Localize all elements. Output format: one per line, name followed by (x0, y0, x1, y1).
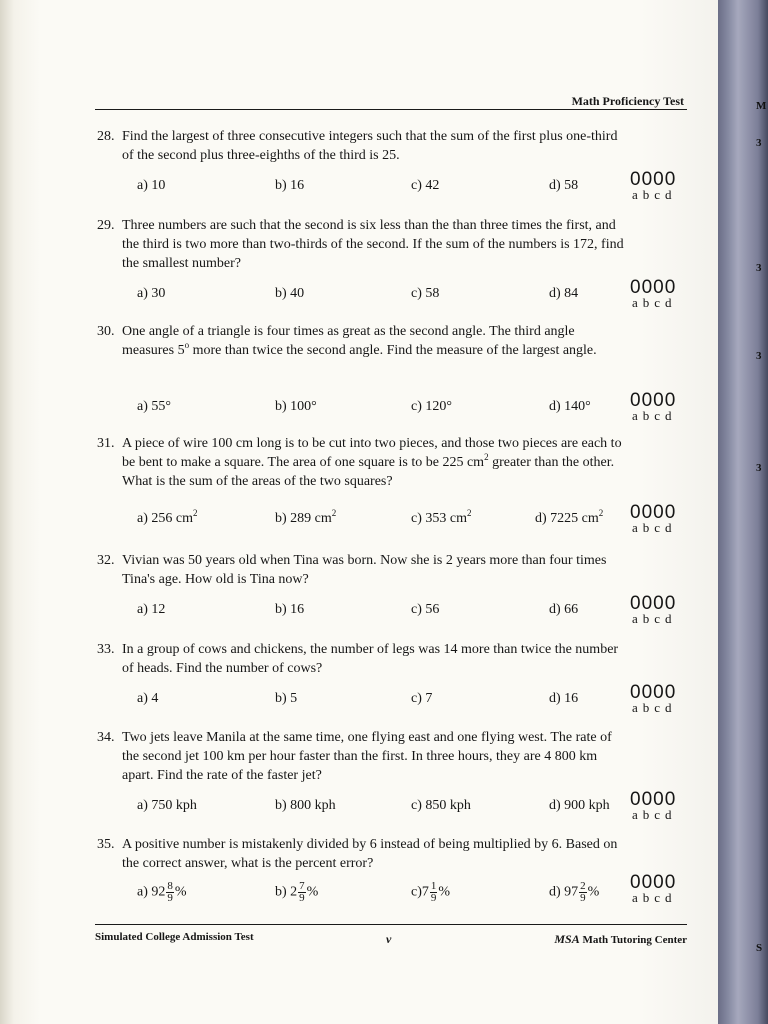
answer-choices (97, 390, 687, 429)
question-body: A positive number is mistakenly divided by 6 instead of being multiplied by 6. Based on the correct answer, what is the percent error? (122, 837, 618, 871)
choice-b: b) 16 (275, 178, 305, 193)
choice-d: d) 97 $\frac{2}{9}$ % (549, 880, 600, 904)
question-number: 32. (97, 553, 115, 568)
question-text (97, 640, 627, 678)
bubble-circles[interactable]: 0000 (630, 872, 677, 893)
bubble-letters: abcd (632, 187, 677, 202)
question-29 (97, 216, 687, 310)
question-text (97, 728, 627, 785)
question-body: A piece of wire 100 cm long is to be cut into two pieces, and those two pieces are each to be bent to make a square. The area of one square is to be 225 cm (122, 436, 622, 470)
answer-choices (97, 593, 687, 632)
choice-c: c) 353 $cm^2$ (411, 508, 472, 526)
bubble-letters: abcd (632, 408, 677, 423)
choice-a: a) 12 (137, 602, 166, 617)
question-28 (97, 127, 687, 202)
answer-bubbles[interactable] (630, 594, 688, 624)
choice-c: c) 58 (411, 286, 440, 301)
degree-mark: o (184, 340, 190, 350)
bubble-letters: abcd (632, 807, 677, 822)
choice-d: d) 7225 $cm^2$ (535, 508, 604, 526)
answer-bubbles[interactable] (630, 873, 688, 903)
footer-page-number: v (386, 932, 392, 946)
bubble-circles[interactable]: 0000 (630, 682, 677, 703)
question-text (97, 322, 627, 360)
choice-c: c) 120° (411, 399, 452, 414)
choice-c: c) 42 (411, 178, 440, 193)
msa-logo: MSA (554, 932, 580, 946)
question-number: 29. (97, 218, 115, 233)
choice-d: d) 140° (549, 399, 591, 414)
bubble-circles[interactable]: 0000 (630, 593, 677, 614)
question-35 (97, 835, 687, 905)
choice-c: c) 7 (411, 691, 433, 706)
choice-d: d) 16 (549, 691, 579, 706)
bubble-circles[interactable]: 0000 (630, 277, 677, 298)
choice-b: b) 16 (275, 602, 305, 617)
answer-choices (97, 682, 687, 721)
bubble-letters: abcd (632, 700, 677, 715)
answer-choices (97, 169, 687, 208)
edge-mark: M (756, 100, 767, 112)
bubble-letters: abcd (632, 890, 677, 905)
question-number: 33. (97, 642, 115, 657)
answer-bubbles[interactable] (630, 790, 688, 820)
bubble-circles[interactable]: 0000 (630, 390, 677, 411)
question-32 (97, 551, 687, 626)
question-body-cont: more than twice the second angle. Find the measure of the largest angle. (189, 343, 597, 358)
footer-publisher-name: Math Tutoring Center (582, 934, 687, 946)
fraction: $\frac{7}{9}$ (299, 880, 305, 904)
question-body: Vivian was 50 years old when Tina was born. Now she is 2 years more than four times Tina's age. How old is Tina now? (122, 553, 607, 587)
question-30 (97, 322, 687, 423)
choice-d: d) 66 (549, 602, 579, 617)
answer-bubbles[interactable] (630, 391, 688, 421)
question-number: 31. (97, 436, 115, 451)
fraction: $\frac{2}{9}$ (580, 880, 586, 904)
choice-c: c) 850 kph (411, 798, 471, 813)
edge-mark: 3 (756, 350, 762, 362)
choice-a: a) 30 (137, 286, 166, 301)
choice-d: d) 84 (549, 286, 579, 301)
edge-mark: S (756, 942, 763, 954)
question-text (97, 216, 627, 273)
choice-b: b) 100° (275, 399, 317, 414)
bubble-letters: abcd (632, 520, 677, 535)
question-text (97, 551, 627, 589)
question-text (97, 835, 627, 873)
bubble-letters: abcd (632, 295, 677, 310)
answer-choices (97, 872, 687, 911)
footer-test-name: Simulated College Admission Test (95, 931, 254, 943)
question-body: Find the largest of three consecutive integers such that the sum of the first plus one-third of the second plus three-eighths of the third is 25. (122, 129, 618, 163)
footer-rule (95, 924, 687, 925)
fraction: $\frac{1}{9}$ (430, 880, 437, 904)
bubble-letters: abcd (632, 611, 677, 626)
answer-bubbles[interactable] (630, 503, 688, 533)
square-superscript: 2 (484, 452, 489, 462)
answer-choices (97, 789, 687, 828)
question-body: One angle of a triangle is four times as great as the second angle. The third angle measures 5 (122, 324, 575, 358)
question-34 (97, 728, 687, 822)
choice-b: b) 5 (275, 691, 298, 706)
question-number: 34. (97, 730, 115, 745)
question-number: 28. (97, 129, 115, 144)
question-body: Two jets leave Manila at the same time, one flying east and one flying west. The rate of the second jet 100 km per hour faster than the first. In three hours, they are 4 800 km apart. Find the rate of the faster jet? (122, 730, 612, 783)
answer-bubbles[interactable] (630, 683, 688, 713)
edge-mark: 3 (756, 137, 762, 149)
page-header-title: Math Proficiency Test (571, 94, 684, 108)
answer-bubbles[interactable] (630, 278, 688, 308)
footer-publisher (554, 932, 687, 947)
bubble-circles[interactable]: 0000 (630, 789, 677, 810)
choice-d: d) 900 kph (549, 798, 610, 813)
answer-choices (97, 502, 687, 541)
choice-b: b) 40 (275, 286, 305, 301)
edge-mark: 3 (756, 462, 762, 474)
choice-c: c) 56 (411, 602, 440, 617)
answer-choices (97, 277, 687, 316)
choice-b: b) 800 kph (275, 798, 336, 813)
choice-c: c)7 $\frac{1}{9}$ % (411, 880, 451, 904)
bubble-circles[interactable]: 0000 (630, 169, 677, 190)
next-page-edge (718, 0, 768, 1024)
choice-a: a) 256 $cm^2$ (137, 508, 198, 526)
choice-d: d) 58 (549, 178, 579, 193)
header-rule (95, 109, 687, 110)
bubble-circles[interactable]: 0000 (630, 502, 677, 523)
choice-a: a) 750 kph (137, 798, 197, 813)
question-text (97, 127, 627, 165)
choice-a: a) 55° (137, 399, 171, 414)
choice-b: b) 2 $\frac{7}{9}$ % (275, 880, 319, 904)
question-body-cont: greater than the other. What is the sum of the areas of the two squares? (122, 455, 615, 489)
answer-bubbles[interactable] (630, 170, 688, 200)
choice-a: a) 10 (137, 178, 166, 193)
fraction: $\frac{8}{9}$ (167, 880, 173, 904)
choice-a: a) 4 (137, 691, 159, 706)
question-31 (97, 434, 687, 535)
edge-mark: 3 (756, 262, 762, 274)
question-body: In a group of cows and chickens, the number of legs was 14 more than twice the number of heads. Find the number of cows? (122, 642, 619, 676)
question-33 (97, 640, 687, 715)
question-number: 35. (97, 837, 115, 852)
choice-b: b) 289 $cm^2$ (275, 508, 337, 526)
question-text (97, 434, 627, 491)
choice-a: a) 92 $\frac{8}{9}$ % (137, 880, 187, 904)
question-body: Three numbers are such that the second is six less than the than three times the first, and the third is two more than two-thirds of the second. If the sum of the numbers is 172, find the smallest number? (122, 218, 624, 271)
question-number: 30. (97, 324, 115, 339)
